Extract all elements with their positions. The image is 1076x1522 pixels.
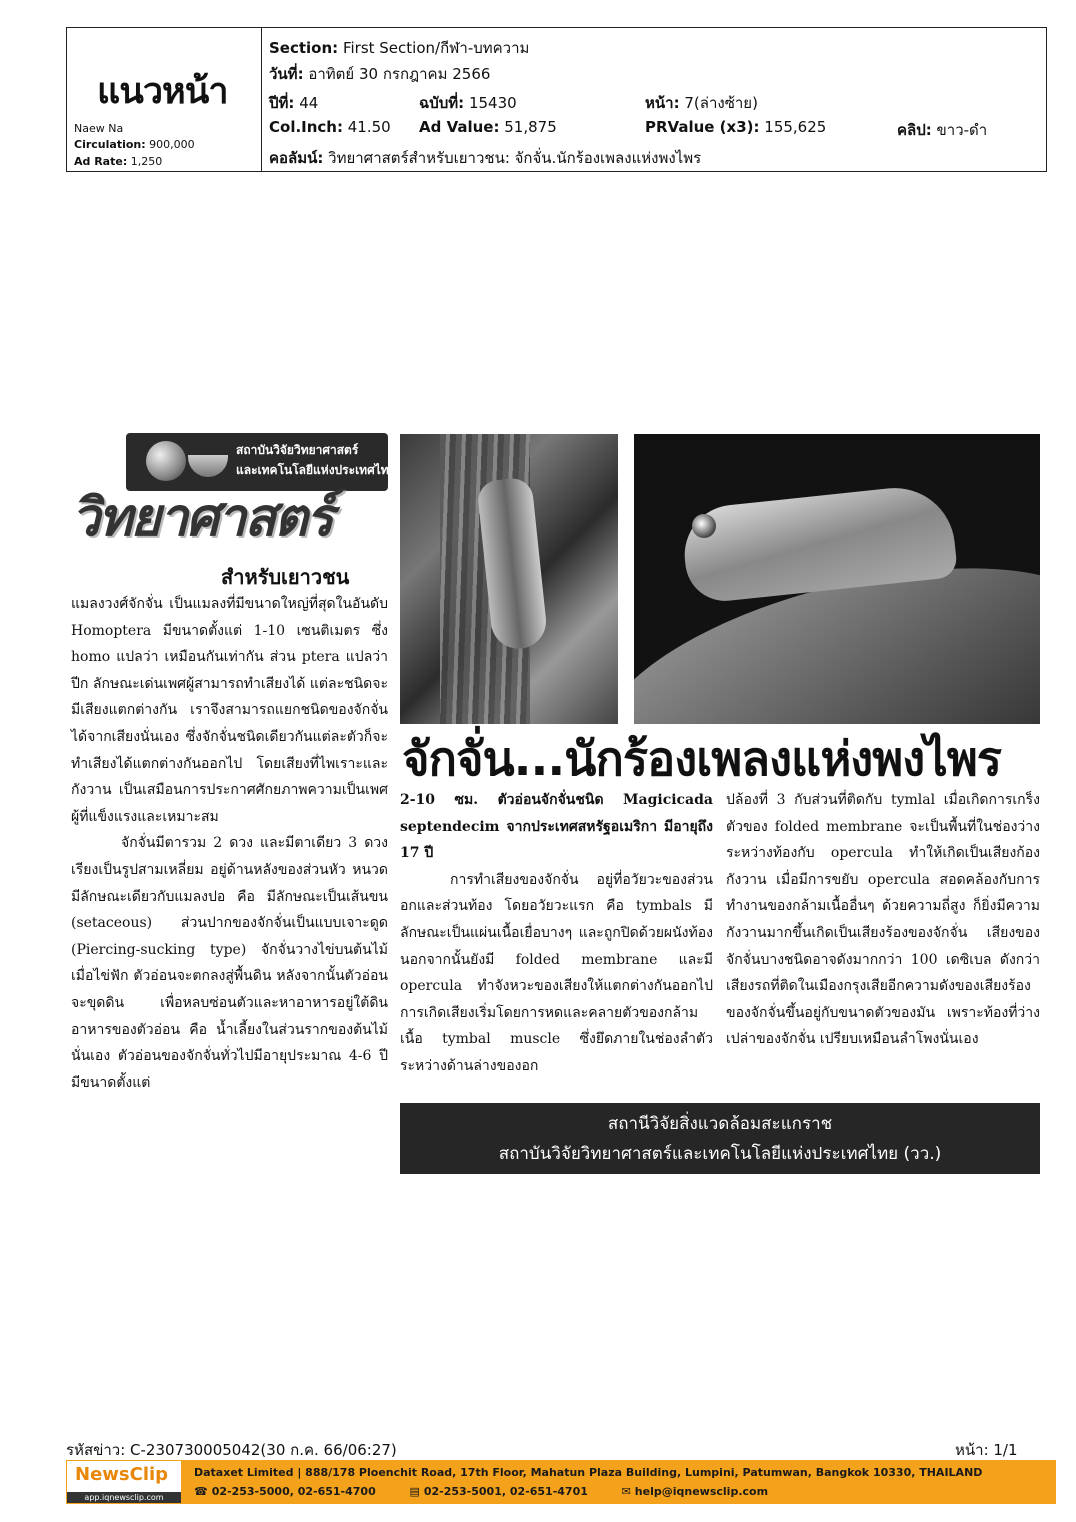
prvalue-label: PRValue (x3): <box>645 118 760 136</box>
section-value: First Section/กีฬา-บทความ <box>342 39 530 57</box>
newsclip-logo[interactable] <box>66 1460 182 1504</box>
masthead-institute-line1: สถาบันวิจัยวิทยาศาสตร์ <box>236 443 359 457</box>
hands-icon <box>188 455 228 477</box>
masthead-subtitle: สำหรับเยาวชน <box>221 565 350 589</box>
paragraph: จักจั่นมีตารวม 2 ดวง และมีตาเดียว 3 ดวง เรียงเป็นรูปสามเหลี่ยม อยู่ด้านหลังของส่วนหัว หนวดมีลักษณะเดียวกับแมลงปอ คือ มีลักษณะเป็นเส้นขน (setaceous) ส่วนปากของจักจั่นเป็นแบบเจาะดูด (Piercing-sucking type) จักจั่นวางไข่บนต้นไม้ เมื่อไข่ฟัก ตัวอ่อนจะตกลงสู่พื้นดิน หลังจากนั้นตัวอ่อนจะขุดดิน เพื่อหลบซ่อนตัวและหาอาหารอยู่ใต้ดิน อาหารของตัวอ่อน คือ น้ำเลี้ยงในส่วนรากของต้นไม้นั่นเอง ตัวอ่อนของจักจั่นทั่วไปมีอายุประมาณ 4-6 ปี มีขนาดตั้งแต่ <box>71 835 388 1091</box>
page-label: หน้า: <box>645 94 680 112</box>
ad-rate <box>74 155 162 169</box>
masthead-title: วิทยาศาสตร์ <box>71 488 332 548</box>
section-label: Section: <box>269 39 339 57</box>
leafhopper-photo <box>634 434 1040 724</box>
article-clip <box>66 428 1044 1178</box>
globe-icon <box>146 441 186 481</box>
article-headline: จักจั่น...นักร้องเพลงแห่งพงไพร <box>402 732 1002 787</box>
prvalue-value: 155,625 <box>764 118 827 136</box>
publication-name-en: Naew Na <box>74 122 124 135</box>
issue-value: 15430 <box>468 94 517 112</box>
column-row <box>269 146 701 170</box>
section-row <box>269 36 529 60</box>
year-label: ปีที่: <box>269 94 295 112</box>
column-masthead <box>71 431 396 591</box>
cicada-on-tree-photo <box>400 434 618 724</box>
article-column-3 <box>726 787 1040 1053</box>
publication-logo: แนวหน้า <box>97 71 228 112</box>
column-label: คอลัมน์: <box>269 149 324 167</box>
phone-icon: ☎ <box>194 1485 208 1498</box>
colinch-value: 41.50 <box>347 118 391 136</box>
publication-panel <box>67 28 262 171</box>
email-icon: ✉ <box>621 1485 631 1498</box>
contact-row <box>194 1485 768 1498</box>
credit-line-2: สถาบันวิจัยวิทยาศาสตร์และเทคโนโลยีแห่งประเทศไทย (วว.) <box>498 1144 942 1164</box>
circulation <box>74 138 195 152</box>
author-credit <box>400 1103 1040 1174</box>
brand-name: NewsClip <box>75 1464 169 1485</box>
fax-icon: ▤ <box>409 1485 420 1498</box>
insect-eye <box>692 514 716 538</box>
advalue-label: Ad Value: <box>419 118 500 136</box>
clip-metadata <box>263 28 1046 171</box>
issue-label: ฉบับที่: <box>419 94 465 112</box>
clip-type-value: ขาว-ดำ <box>936 121 988 139</box>
date-row <box>269 62 490 86</box>
ad-rate-value: 1,250 <box>130 155 163 168</box>
article-column-2 <box>400 787 713 1080</box>
column-value: วิทยาศาสตร์สำหรับเยาวชน: จักจั่น.นักร้องเพลงแห่งพงไพร <box>328 149 702 167</box>
clip-type-label: คลิป: <box>897 121 932 139</box>
date-label: วันที่: <box>269 65 304 83</box>
paragraph: 2-10 ซม. ตัวอ่อนจักจั่นชนิด Magicicada septendecim จากประเทศสหรัฐอเมริกา มีอายุถึง 17 ปี <box>400 792 713 862</box>
paragraph: การทำเสียงของจักจั่น อยู่ที่อวัยวะของส่วนอกและส่วนท้อง โดยอวัยวะแรก คือ tymbals มีลักษณะเป็นแผ่นเนื้อเยื่อบางๆ และถูกปิดด้วยผนังท้อง นอกจากนั้นยังมี folded membrane และมี opercula ทำจังหวะของเสียงให้แตกต่างกันออกไป การเกิดเสียงเริ่มโดยการหดและคลายตัวของกล้ามเนื้อ tymbal muscle ซึ่งยึดภายในช่องลำตัวระหว่างด้านล่างของอก <box>400 871 713 1074</box>
masthead-institute-line2: และเทคโนโลยีแห่งประเทศไทย <box>236 463 396 477</box>
fax-numbers: 02-253-5001, 02-651-4701 <box>423 1485 588 1498</box>
page-value: 7(ล่างซ้าย) <box>684 94 758 112</box>
advalue-value: 51,875 <box>504 118 557 136</box>
news-id: รหัสข่าว: C-230730005042(30 ก.ค. 66/06:27) <box>66 1441 397 1459</box>
company-address: Dataxet Limited | 888/178 Ploenchit Road, 17th Floor, Mahatun Plaza Building, Lumpini, Patumwan, Bangkok 10330, THAILAND <box>194 1466 983 1479</box>
email-address[interactable]: help@iqnewsclip.com <box>634 1485 769 1498</box>
paragraph: แมลงวงศ์จักจั่น เป็นแมลงที่มีขนาดใหญ่ที่สุดในอันดับ Homoptera มีขนาดตั้งแต่ 1-10 เซนติเมตร ซึ่ง homo แปลว่า เหมือนกันเท่ากัน ส่วน ptera แปลว่า ปีก ลักษณะเด่นเพศผู้สามารถทำเสียงได้ แต่ละชนิดจะมีเสียงแตกต่างกัน เราจึงสามารถแยกชนิดของจักจั่นได้จากเสียงนั่นเอง ซึ่งจักจั่นชนิดเดียวกันแต่ละตัวก็จะทำเสียงได้แตกต่างกันออกไป โดยเสียงที่ไพเราะและกังวาน เป็นเสมือนการประกาศศักยภาพความเป็นเพศผู้ที่แข็งแรงและเหมาะสม <box>71 596 388 825</box>
phone-numbers: 02-253-5000, 02-651-4700 <box>211 1485 376 1498</box>
page-count: หน้า: 1/1 <box>955 1441 1018 1459</box>
article-column-1 <box>71 591 388 1096</box>
brand-url[interactable]: app.iqnewsclip.com <box>67 1492 181 1503</box>
date-value: อาทิตย์ 30 กรกฎาคม 2566 <box>308 65 491 83</box>
colinch-label: Col.Inch: <box>269 118 343 136</box>
year-value: 44 <box>299 94 319 112</box>
circulation-label: Circulation: <box>74 138 146 151</box>
circulation-value: 900,000 <box>149 138 195 151</box>
ad-rate-label: Ad Rate: <box>74 155 128 168</box>
clip-header <box>66 27 1047 172</box>
credit-line-1: สถานีวิจัยสิ่งแวดล้อมสะแกราช <box>607 1114 833 1134</box>
paragraph: ปล้องที่ 3 กับส่วนที่ติดกับ tymlal เมื่อเกิดการเกร็งตัวของ folded membrane จะเป็นพื้นที่ในช่องว่างระหว่างท้องกับ opercula ทำให้เกิดเป็นเสียงก้องกังวาน เมื่อมีการขยับ opercula สอดคล้องกับการทำงานของกล้ามเนื้ออื่นๆ ด้วยความถี่สูง ก็ยิ่งมีความกังวานมากขึ้นเกิดเป็นเสียงร้องของจักจั่น เสียงของจักจั่นบางชนิดอาจดังมากกว่า 100 เดซิเบล ดังกว่าเสียงรถที่ติดในเมืองกรุงเสียอีกความดังของเสียงร้องของจักจั่นขึ้นอยู่กับขนาดตัวของมัน เพราะท้องที่ว่างเปล่าของจักจั่น เปรียบเหมือนลำโพงนั่นเอง <box>726 792 1040 1048</box>
footer-bar <box>66 1460 1056 1504</box>
